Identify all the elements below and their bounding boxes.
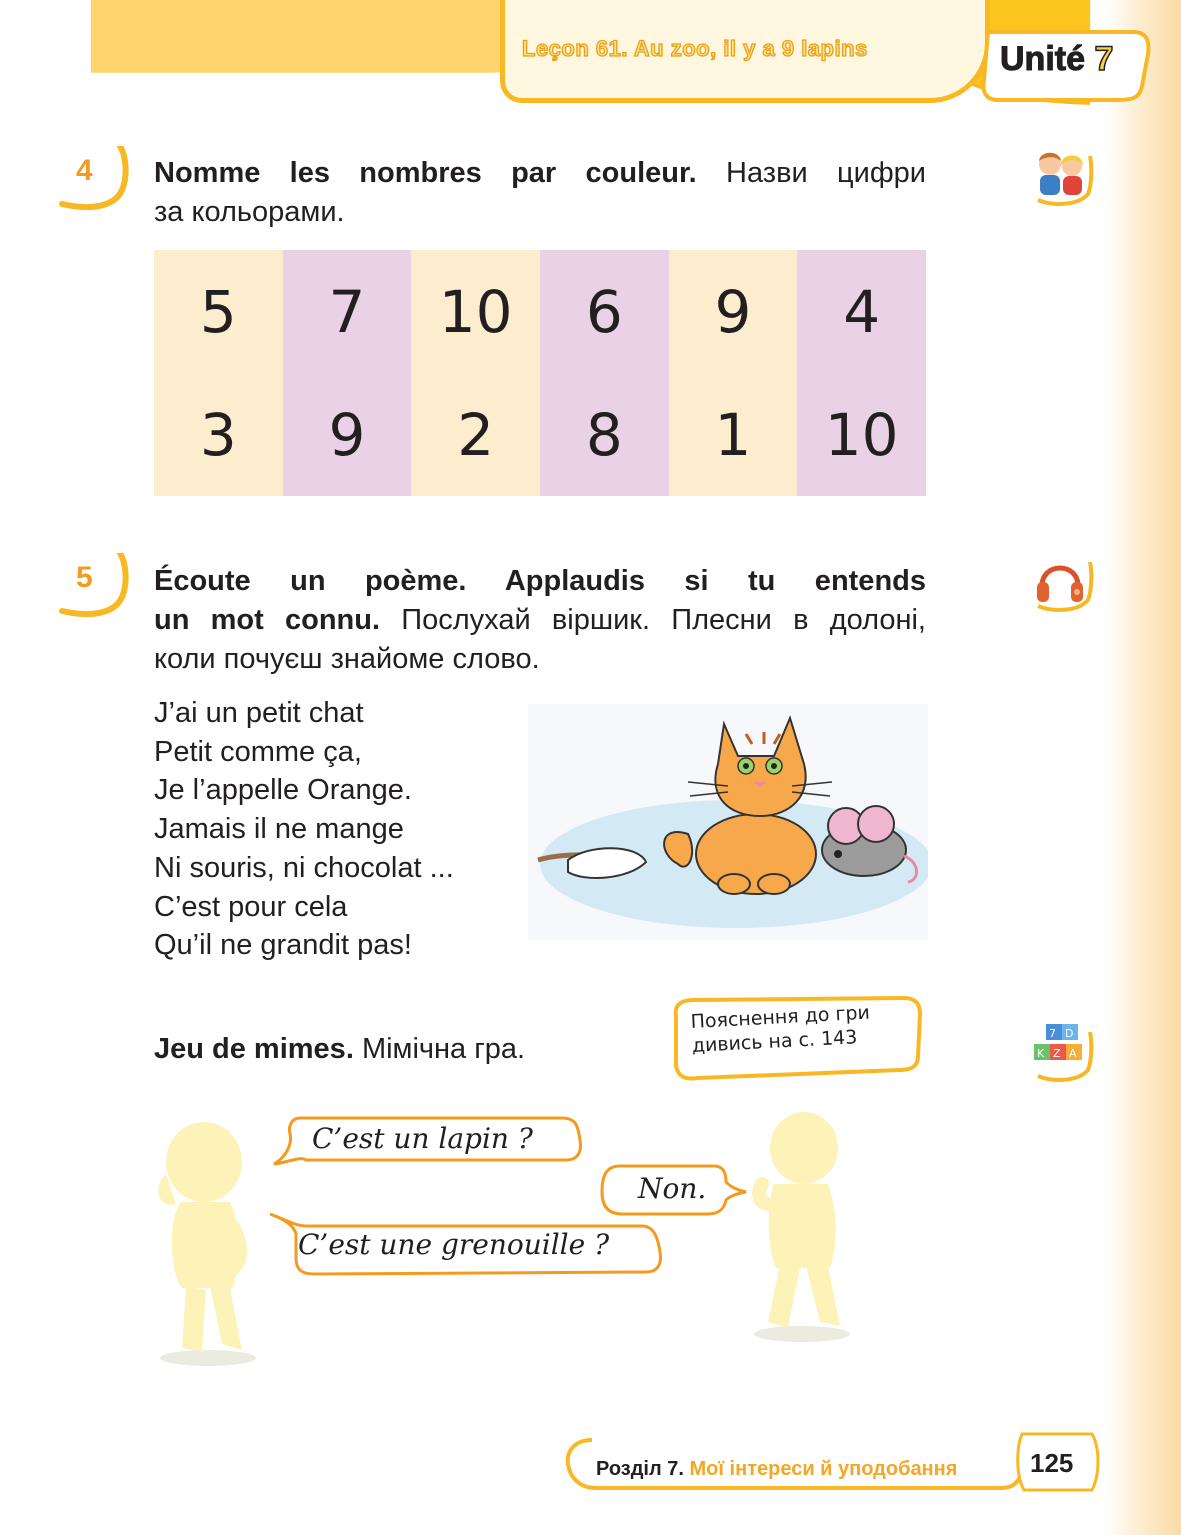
grid-cell: 10 <box>797 373 926 496</box>
boy-silhouette <box>742 1108 862 1348</box>
poem-line: Petit comme ça, <box>154 735 362 768</box>
speech-text-2: Non. <box>638 1172 707 1205</box>
grid-cell: 7 <box>283 250 412 373</box>
exercise-5-line2 <box>154 601 926 640</box>
exercise-4-number: 4 <box>76 154 93 187</box>
svg-text:K: K <box>1037 1047 1045 1060</box>
cat-mouse-illustration <box>528 704 928 940</box>
poem-line: C’est pour cela <box>154 890 348 923</box>
headphones-icon <box>1032 552 1094 618</box>
grid-cell: 4 <box>797 250 926 373</box>
game-title <box>154 1030 634 1069</box>
exercise-5-instruction-fr-2: un mot connu. <box>154 604 381 636</box>
speech-text-3: C’est une grenouille ? <box>298 1228 610 1261</box>
poem <box>154 694 524 965</box>
grid-cell: 3 <box>154 373 283 496</box>
grid-cell: 5 <box>154 250 283 373</box>
svg-text:7: 7 <box>1049 1027 1056 1040</box>
girl-silhouette <box>146 1118 266 1368</box>
svg-text:D: D <box>1065 1027 1074 1040</box>
exercise-4-instruction-fr: Nomme les nombres par couleur. <box>154 157 697 189</box>
grid-cell: 6 <box>540 250 669 373</box>
exercise-5-instruction-uk: Послухай віршик. Плесни в долоні, <box>401 604 926 636</box>
exercise-4-instruction-line1 <box>154 154 926 193</box>
exercise-5-badge <box>58 553 118 613</box>
page-number: 125 <box>1030 1448 1074 1478</box>
unit-number: 7 <box>1094 40 1114 78</box>
svg-text:A: A <box>1069 1047 1077 1060</box>
speech-text-1: C’est un lapin ? <box>312 1122 533 1155</box>
game-title-fr: Jeu de mimes. <box>154 1033 354 1065</box>
exercise-4-instruction-line2: за кольорами. <box>154 196 345 228</box>
note-line-2: дивись на с. 143 <box>691 1026 858 1057</box>
poem-line: Je l’appelle Orange. <box>154 774 412 807</box>
game-title-uk: Мімічна гра. <box>361 1033 526 1065</box>
footer-section-label: Розділ 7. <box>596 1458 684 1480</box>
footer-section <box>596 1458 957 1481</box>
exercise-4-instruction-uk: Назви цифри <box>726 157 927 189</box>
exercise-5-number: 5 <box>76 561 93 594</box>
exercise-4-badge <box>58 146 118 206</box>
grid-cell: 9 <box>283 373 412 496</box>
poem-line: Jamais il ne mange <box>154 813 404 846</box>
exercise-5-instruction-fr: Écoute un poème. Applaudis si tu entends <box>154 565 926 597</box>
grid-cell: 1 <box>669 373 798 496</box>
numbers-grid <box>154 250 926 496</box>
grid-cell: 8 <box>540 373 669 496</box>
grid-cell: 10 <box>411 250 540 373</box>
svg-text:Z: Z <box>1053 1047 1061 1060</box>
side-gradient-strip <box>1106 0 1181 1535</box>
lesson-title: Leçon 61. Au zoo, il y a 9 lapins <box>522 36 868 61</box>
exercise-5-line3: коли почуєш знайоме слово. <box>154 643 540 675</box>
footer-section-title: Мої інтереси й уподобання <box>689 1458 958 1480</box>
unit-label <box>1000 40 1113 79</box>
poem-line: Qu’il ne grandit pas! <box>154 929 412 962</box>
blocks-icon <box>1032 1022 1094 1088</box>
note-line-1: Пояснення до гри <box>690 1001 871 1033</box>
poem-line: J’ai un petit chat <box>154 697 364 729</box>
children-icon <box>1032 146 1094 212</box>
exercise-5-line1 <box>154 562 926 601</box>
grid-cell: 2 <box>411 373 540 496</box>
unit-word: Unité <box>1000 40 1085 78</box>
poem-line: Ni souris, ni chocolat ... <box>154 851 454 884</box>
grid-cell: 9 <box>669 250 798 373</box>
